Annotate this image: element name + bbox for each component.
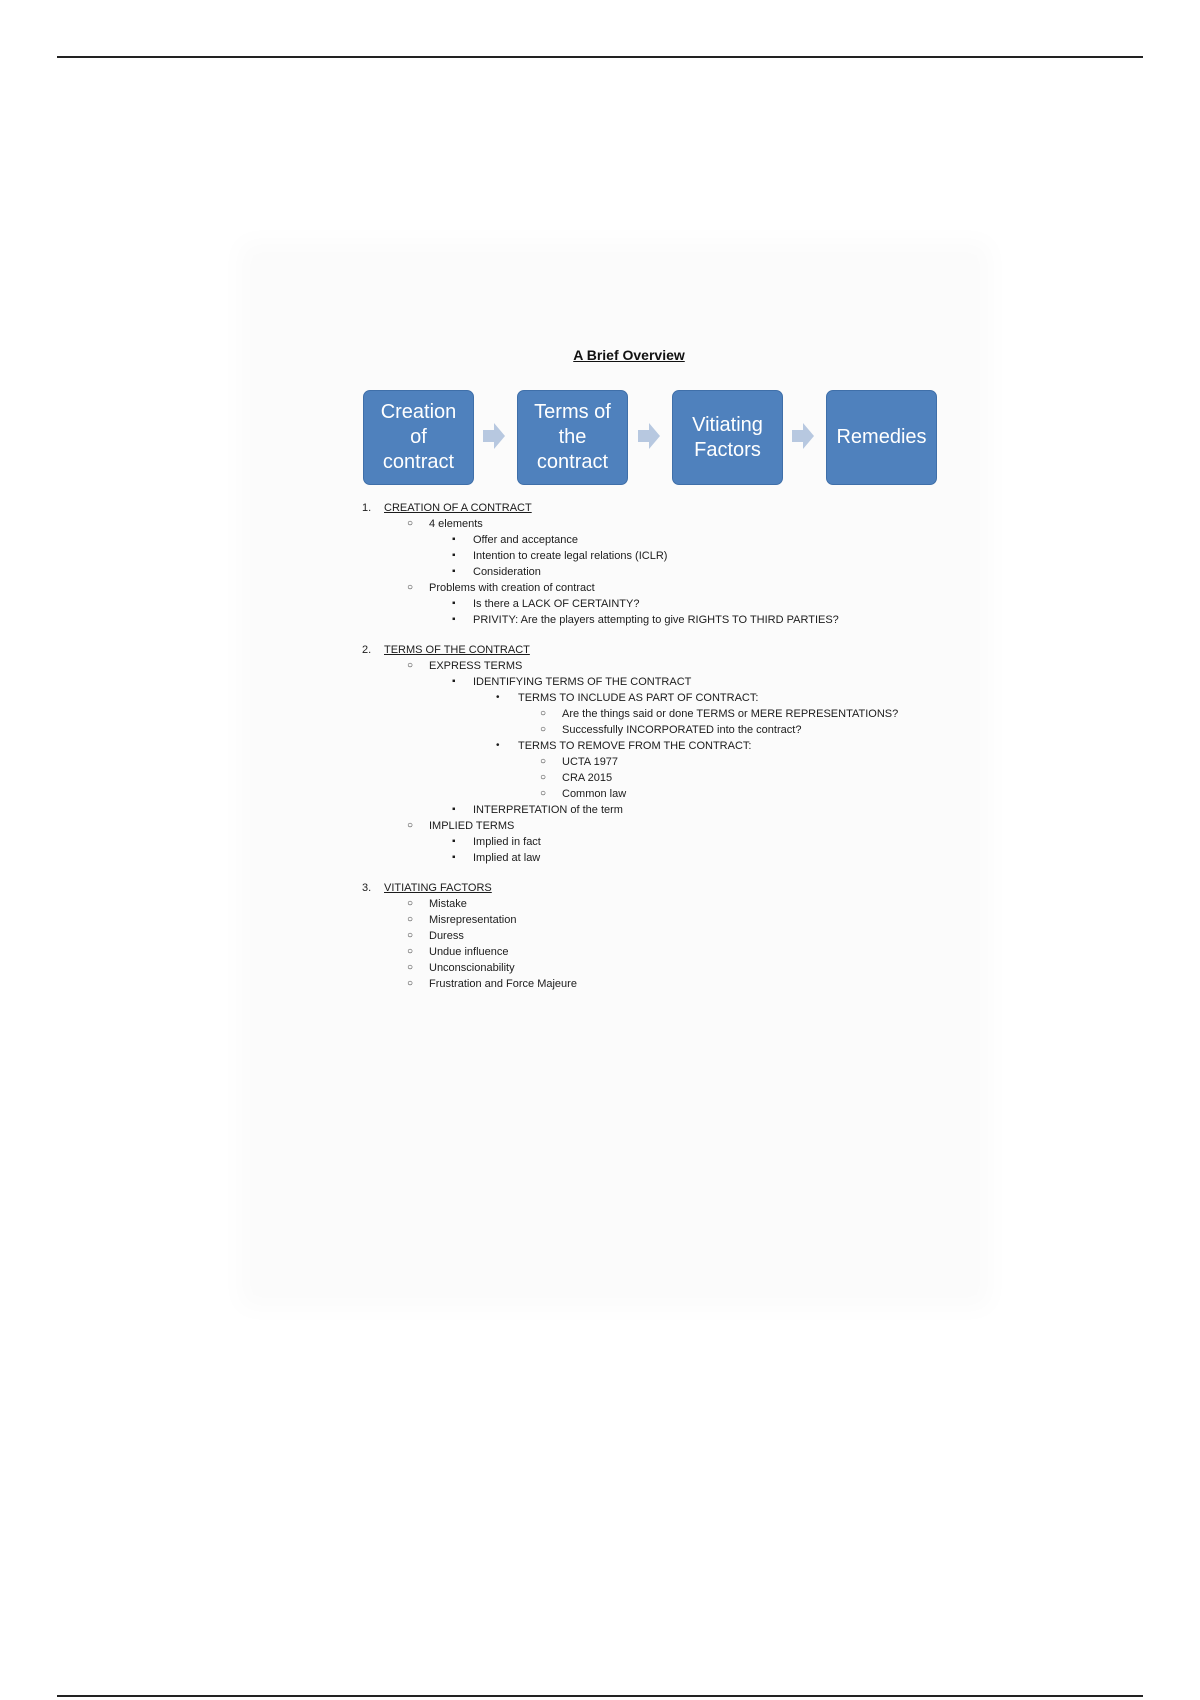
arrow-right-icon — [792, 423, 814, 449]
section-number: 1. — [362, 502, 372, 514]
list-item — [360, 548, 920, 564]
list-item — [360, 532, 920, 548]
bullet-icon: ▪ — [452, 836, 456, 847]
bullet-icon: ▪ — [452, 676, 456, 687]
arrow-right-icon — [483, 423, 505, 449]
flow-step-terms: Terms of the contract — [517, 390, 628, 485]
circle-bullet-icon: ○ — [540, 708, 547, 719]
bullet-icon: ▪ — [452, 804, 456, 815]
circle-bullet-icon: ○ — [407, 946, 414, 957]
list-item — [360, 690, 920, 706]
list-item-text: Unconscionability — [429, 962, 515, 974]
circle-bullet-icon: ○ — [407, 914, 414, 925]
bullet-icon: ▪ — [452, 534, 456, 545]
circle-bullet-icon: ○ — [407, 898, 414, 909]
bullet-icon: ▪ — [452, 566, 456, 577]
list-item — [360, 658, 920, 674]
list-item — [360, 706, 920, 722]
list-item — [360, 802, 920, 818]
list-item-text: Are the things said or done TERMS or MERE REPRESENTATIONS? — [562, 708, 899, 720]
list-item-text: Misrepresentation — [429, 914, 517, 926]
circle-bullet-icon: ○ — [540, 724, 547, 735]
list-item — [360, 896, 920, 912]
list-item-text: Consideration — [473, 566, 541, 578]
flow-step-creation: Creation of contract — [363, 390, 474, 485]
outline — [360, 500, 920, 992]
bullet-icon: ▪ — [452, 614, 456, 625]
list-item-text: Offer and acceptance — [473, 534, 578, 546]
circle-bullet-icon: ○ — [407, 582, 414, 593]
list-item — [360, 612, 920, 628]
circle-bullet-icon: ○ — [540, 788, 547, 799]
list-item-text: TERMS TO INCLUDE AS PART OF CONTRACT: — [518, 692, 759, 704]
bullet-icon: ▪ — [452, 598, 456, 609]
section-title: TERMS OF THE CONTRACT — [384, 644, 530, 656]
flow-step-remedies: Remedies — [826, 390, 937, 485]
list-item-text: Implied in fact — [473, 836, 541, 848]
list-item-text: Problems with creation of contract — [429, 582, 595, 594]
circle-bullet-icon: ○ — [540, 756, 547, 767]
list-item — [360, 516, 920, 532]
section-heading — [360, 500, 920, 516]
list-item — [360, 976, 920, 992]
list-item — [360, 850, 920, 866]
list-item — [360, 722, 920, 738]
list-item-text: Successfully INCORPORATED into the contract? — [562, 724, 802, 736]
circle-bullet-icon: ○ — [407, 978, 414, 989]
list-item — [360, 674, 920, 690]
list-item-text: EXPRESS TERMS — [429, 660, 523, 672]
circle-bullet-icon: ○ — [540, 772, 547, 783]
list-item — [360, 818, 920, 834]
list-item-text: Duress — [429, 930, 464, 942]
list-item — [360, 580, 920, 596]
bullet-icon: • — [496, 740, 500, 751]
section-heading — [360, 642, 920, 658]
list-item — [360, 596, 920, 612]
list-item-text: 4 elements — [429, 518, 483, 530]
circle-bullet-icon: ○ — [407, 660, 414, 671]
bullet-icon: ▪ — [452, 550, 456, 561]
arrow-right-icon — [638, 423, 660, 449]
list-item — [360, 738, 920, 754]
list-item-text: Intention to create legal relations (ICLR) — [473, 550, 668, 562]
list-item-text: Frustration and Force Majeure — [429, 978, 577, 990]
list-item — [360, 564, 920, 580]
list-item-text: Common law — [562, 788, 627, 800]
section-heading — [360, 880, 920, 896]
list-item — [360, 754, 920, 770]
section-title: CREATION OF A CONTRACT — [384, 502, 532, 514]
circle-bullet-icon: ○ — [407, 962, 414, 973]
list-item-text: PRIVITY: Are the players attempting to give RIGHTS TO THIRD PARTIES? — [473, 614, 839, 626]
list-item-text: TERMS TO REMOVE FROM THE CONTRACT: — [518, 740, 752, 752]
circle-bullet-icon: ○ — [407, 930, 414, 941]
list-item-text: CRA 2015 — [562, 772, 613, 784]
list-item — [360, 928, 920, 944]
flow-step-vitiating: Vitiating Factors — [672, 390, 783, 485]
list-item-text: INTERPRETATION of the term — [473, 804, 623, 816]
document-title: A Brief Overview — [573, 347, 685, 363]
list-item-text: Undue influence — [429, 946, 509, 958]
section-gap — [360, 866, 920, 880]
section-number: 3. — [362, 882, 372, 894]
list-item — [360, 770, 920, 786]
circle-bullet-icon: ○ — [407, 518, 414, 529]
bullet-icon: • — [496, 692, 500, 703]
list-item-text: IMPLIED TERMS — [429, 820, 515, 832]
section-gap — [360, 628, 920, 642]
page-top-rule — [57, 56, 1143, 58]
list-item — [360, 960, 920, 976]
section-title: VITIATING FACTORS — [384, 882, 492, 894]
list-item — [360, 834, 920, 850]
bullet-icon: ▪ — [452, 852, 456, 863]
page-bottom-rule — [57, 1695, 1143, 1697]
list-item-text: IDENTIFYING TERMS OF THE CONTRACT — [473, 676, 692, 688]
list-item-text: UCTA 1977 — [562, 756, 619, 768]
list-item-text: Is there a LACK OF CERTAINTY? — [473, 598, 640, 610]
list-item-text: Implied at law — [473, 852, 541, 864]
section-number: 2. — [362, 644, 372, 656]
list-item — [360, 944, 920, 960]
circle-bullet-icon: ○ — [407, 820, 414, 831]
list-item — [360, 912, 920, 928]
list-item-text: Mistake — [429, 898, 467, 910]
list-item — [360, 786, 920, 802]
